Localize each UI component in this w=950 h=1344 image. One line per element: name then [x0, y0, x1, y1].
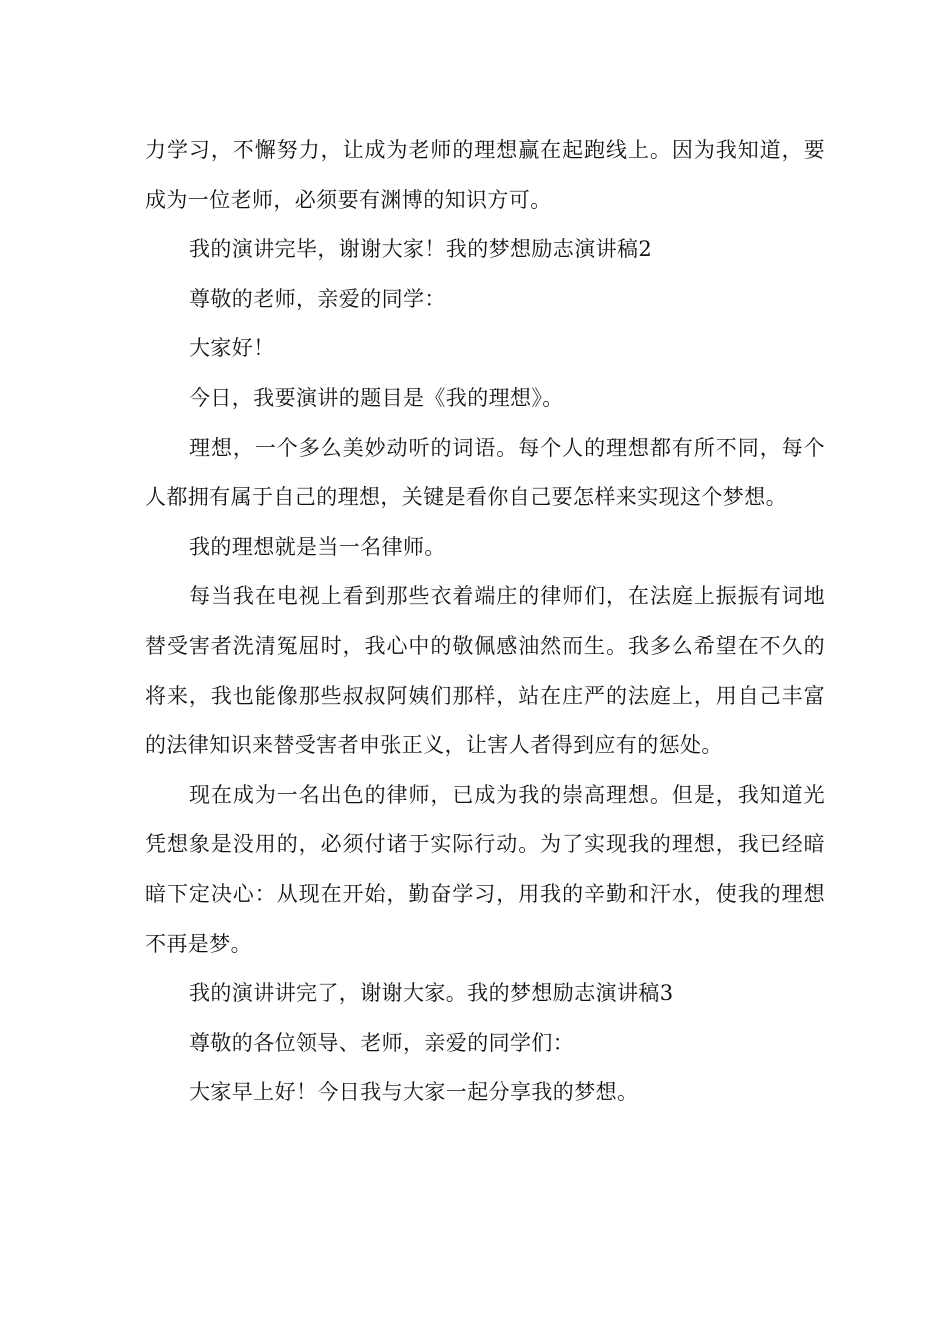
paragraph-salutation-3: 尊敬的各位领导、老师，亲爱的同学们：: [189, 1030, 575, 1055]
paragraph-determination: 现在成为一名出色的律师，已成为我的崇高理想。但是，我知道光凭想象是没用的，必须付诸于实际行动。为了实现我的理想，我已经暗暗下定决心：从现在开始，勤奋学习，用我的辛勤和汗水，使我的理想不再是梦。: [145, 782, 825, 956]
paragraph-continuation: 力学习，不懈努力，让成为老师的理想赢在起跑线上。因为我知道，要成为一位老师，必须要有渊博的知识方可。: [145, 138, 825, 212]
paragraph-salutation-2: 尊敬的老师，亲爱的同学：: [189, 286, 446, 311]
paragraph-topic: 今日，我要演讲的题目是《我的理想》。: [189, 385, 564, 410]
paragraph-greeting-3: 大家早上好！今日我与大家一起分享我的梦想。: [189, 1080, 639, 1105]
paragraph-ideal-intro: 理想，一个多么美妙动听的词语。每个人的理想都有所不同，每个人都拥有属于自己的理想，关键是看你自己要怎样来实现这个梦想。: [145, 435, 825, 510]
paragraph-lawyer-inspiration: 每当我在电视上看到那些衣着端庄的律师们，在法庭上振振有词地替受害者洗清冤屈时，我心中的敬佩感油然而生。我多么希望在不久的将来，我也能像那些叔叔阿姨们那样，站在庄严的法庭上，用自己丰富的法律知识来替受害者申张正义，让害人者得到应有的惩处。: [145, 584, 825, 758]
paragraph-lawyer-goal: 我的理想就是当一名律师。: [189, 534, 446, 559]
paragraph-closing-speech-1: 我的演讲完毕，谢谢大家！我的梦想励志演讲稿2: [189, 237, 653, 262]
document-body: [145, 126, 825, 1118]
paragraph-closing-speech-2: 我的演讲讲完了，谢谢大家。我的梦想励志演讲稿3: [189, 981, 674, 1006]
paragraph-greeting-2: 大家好！: [189, 336, 275, 361]
